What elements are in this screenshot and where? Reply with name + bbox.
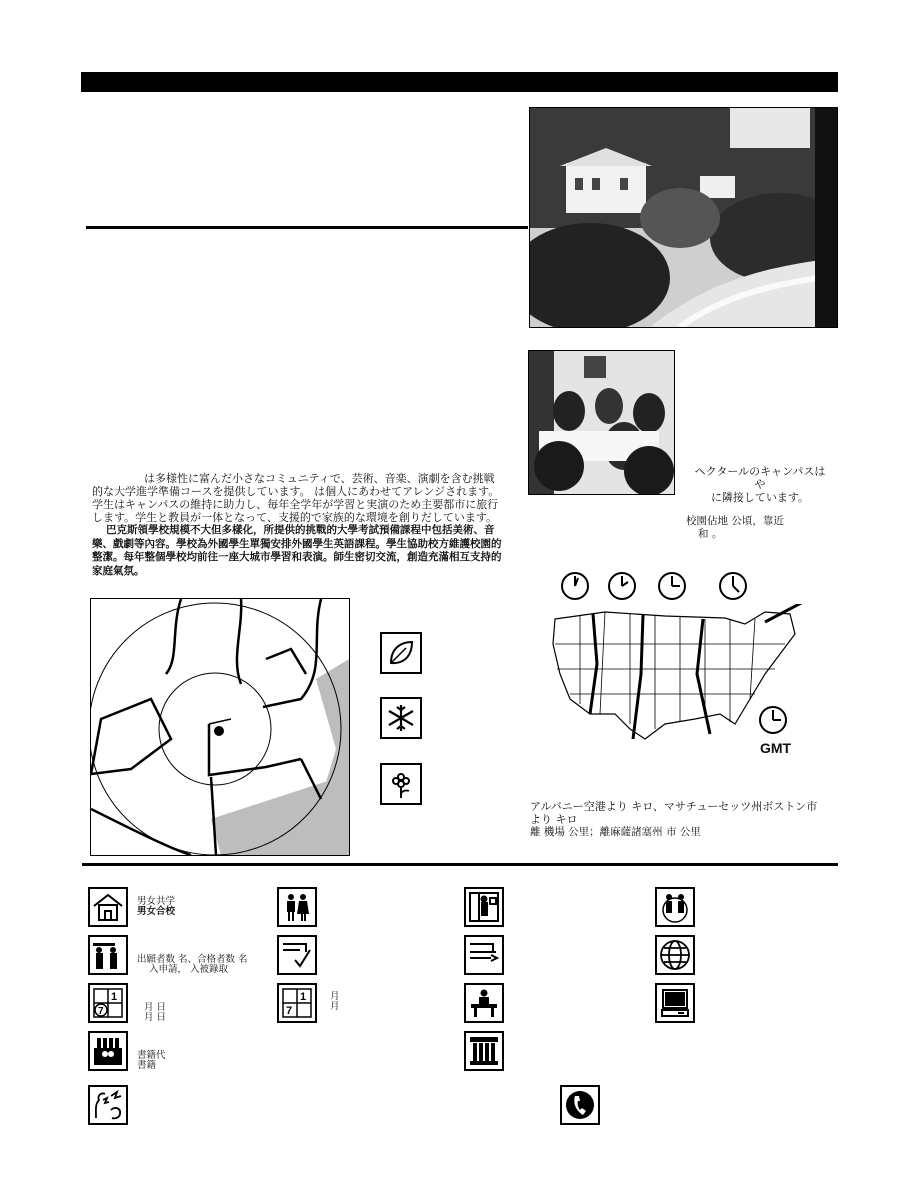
campus-text-line2: や <box>754 478 766 491</box>
campus-text-line3: に隣接しています。 <box>710 491 810 504</box>
pen-form-icon <box>464 935 504 975</box>
header-bar <box>81 72 838 92</box>
coed-jp-label: 男女共学 <box>137 896 176 907</box>
campus-zh-line2: 和 。 <box>698 528 723 540</box>
date-label-2: 月 日 <box>144 1012 167 1023</box>
time-zone-clocks <box>560 570 760 604</box>
computer-icon <box>655 983 695 1023</box>
admissions-jp-label: 出願者数 名、合格者数 名 <box>137 954 248 965</box>
svg-text:1: 1 <box>300 991 307 1003</box>
school-location-dot <box>214 726 224 736</box>
application-form-icon <box>277 935 317 975</box>
gmt-label: GMT <box>760 740 792 756</box>
campus-text-line1: ヘクタールのキャンパスは <box>694 465 826 478</box>
books-label-2: 書籍 <box>137 1060 157 1071</box>
dormitory-icon <box>464 887 504 927</box>
campus-zh-line1: 校園佔地 公頃，靠近 <box>686 515 784 527</box>
admissions-zh-label: 入申請， 入被錄取 <box>149 964 229 975</box>
winter-icon <box>380 697 422 739</box>
coed-zh-label: 男女合校 <box>137 906 176 917</box>
title-rule <box>86 226 528 229</box>
month-label-1: 月 <box>330 991 340 1002</box>
svg-text:1: 1 <box>111 991 118 1003</box>
location-map <box>90 598 350 856</box>
autumn-icon <box>380 632 422 674</box>
students-icon <box>277 887 317 927</box>
facts-rule <box>82 863 838 866</box>
telephone-icon <box>560 1085 600 1125</box>
globe-icon <box>655 935 695 975</box>
svg-text:7: 7 <box>98 1006 104 1017</box>
teacher-desk-icon <box>464 983 504 1023</box>
books-label-1: 書籍代 <box>137 1050 166 1061</box>
month-label-2: 月 <box>330 1001 340 1012</box>
intro-chinese: 巴克斯領學校規模不大但多樣化，所提供的挑戰的大學考試預備課程中包括美術、音樂、戲劇等內容。學校為外國學生單獨安排外國學生英語課程。學生協助校方維護校園的整潔。每年整個學校均前往一座大城市學習和表演。師生密切交流，創造充滿相互支持的家庭氣氛。 <box>92 524 502 577</box>
distance-jp-line1: アルバニー空港より キロ、マサチューセッツ州ボストン市 <box>530 800 818 813</box>
schoolhouse-icon <box>88 887 128 927</box>
tuition-icon <box>88 1031 128 1071</box>
building-columns-icon <box>464 1031 504 1071</box>
gmt-clock <box>758 705 788 735</box>
intro-japanese: は多様性に富んだ小さなコミュニティで、芸術、音楽、演劇を含む挑戦的な大学進学準備コースを提供しています。 は個人にあわせてアレンジされます。学生はキャンパスの維持に助力し、毎年全学年が学習と実演のため主要都市に旅行します。学生と教員が一体となって、支援的で家族的な環境を創りだしています。 <box>92 472 500 524</box>
students-globe-icon <box>655 887 695 927</box>
classroom-photo <box>528 350 675 495</box>
calendar-icon <box>88 983 128 1023</box>
calendar-icon-2 <box>277 983 317 1023</box>
spring-icon <box>380 763 422 805</box>
date-label-1: 月 日 <box>144 1002 167 1013</box>
distance-jp-line2: より キロ <box>530 813 578 826</box>
campus-photo <box>529 107 838 328</box>
svg-text:7: 7 <box>286 1005 293 1017</box>
applicants-icon <box>88 935 128 975</box>
language-icon <box>88 1085 128 1125</box>
distance-zh-line: 離 機場 公里；離麻薩諸塞州 市 公里 <box>530 826 701 838</box>
